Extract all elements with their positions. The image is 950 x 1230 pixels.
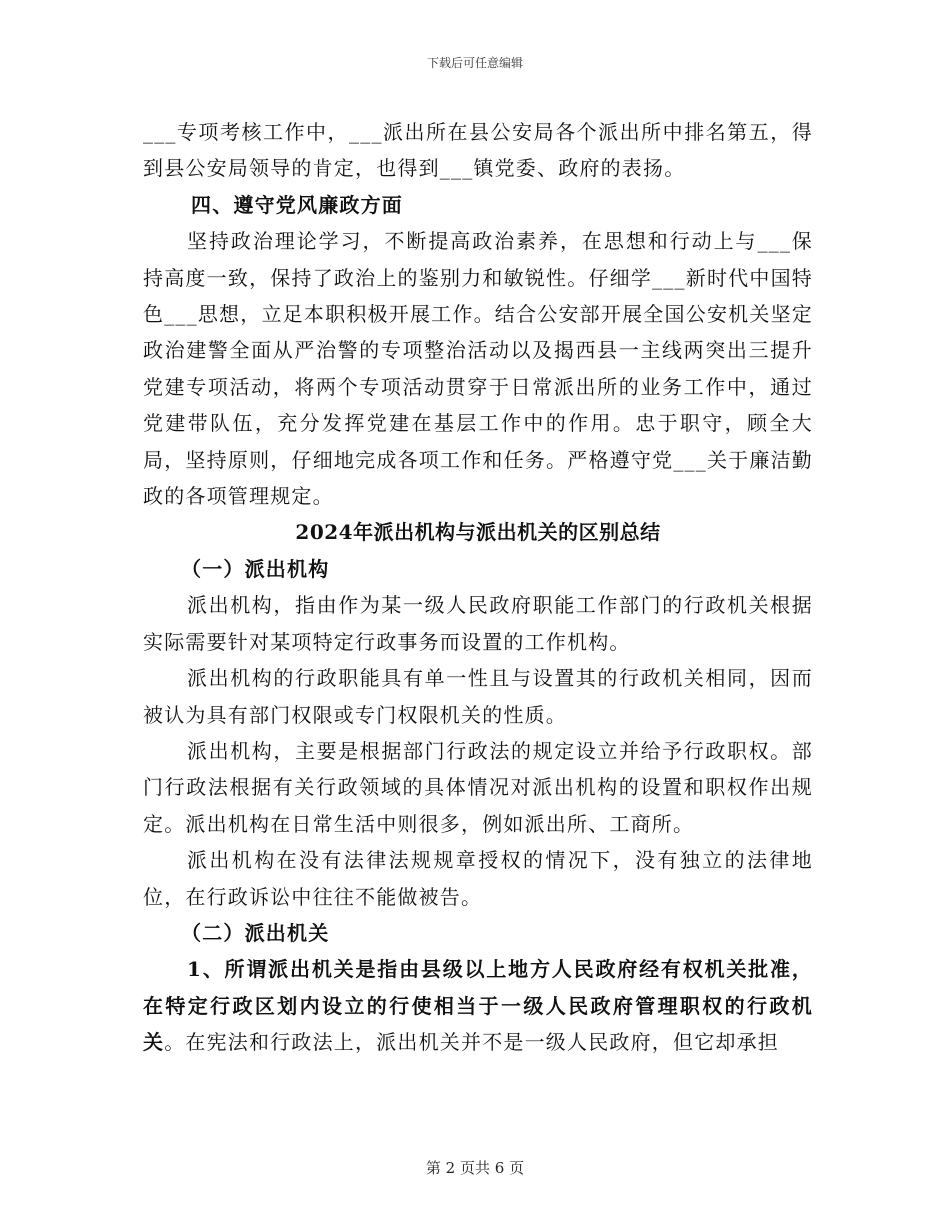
document-body [143,114,813,1061]
paragraph: 派出机构的行政职能具有单一性且与设置其的行政机关相同，因而被认为具有部门权限或专门权限机关的性质。 [143,666,813,727]
paragraph: 坚持政治理论学习，不断提高政治素养，在思想和行动上与___保持高度一致，保持了政治上的鉴别力和敏锐性。仔细学___新时代中国特色___思想，立足本职积极开展工作。结合公安部开展全国公安机关坚定政治建警全面从严治警的专项整治活动以及揭西县一主线两突出三提升党建专项活动，将两个专项活动贯穿于日常派出所的业务工作中，通过党建带队伍，充分发挥党建在基层工作中的作用。忠于职守，顾全大局，坚持原则，仔细地完成各项工作和任务。严格遵守党___关于廉洁勤政的各项管理规定。 [143,229,813,509]
paragraph: ___专项考核工作中，___派出所在县公安局各个派出所中排名第五，得到县公安局领导的肯定，也得到___镇党委、政府的表扬。 [143,120,813,181]
subsection-heading: （一）派出机构 [181,556,330,581]
section-heading: 四、遵守党风廉政方面 [191,192,403,217]
paragraph: 派出机构在没有法律法规规章授权的情况下，没有独立的法律地位，在行政诉讼中往往不能做被告。 [143,848,813,909]
paragraph-continuation: 。在宪法和行政法上，派出机关并不是一级人民政府，但它却承担 [164,1030,780,1055]
page-footer: 第 2 页共 6 页 [425,1159,525,1177]
paragraph: 派出机构，指由作为某一级人民政府职能工作部门的行政机关根据实际需要针对某项特定行政事务而设置的工作机构。 [143,593,813,654]
paragraph: 派出机构，主要是根据部门行政法的规定设立并给予行政职权。部门行政法根据有关行政领域的具体情况对派出机构的设置和职权作出规定。派出机构在日常生活中则很多，例如派出所、工商所。 [143,738,813,836]
subsection-heading: （二）派出机关 [181,920,330,945]
document-title: 2024年派出机构与派出机关的区别总结 [295,520,661,545]
paragraph [143,951,813,1060]
page-header: 下载后可任意编辑 [426,56,523,70]
bold-definition: 1、所谓派出机关是指由县级以上地方人民政府经有权机关批准，在特定行政区划内设立的行使相当于一级人民政府管理职权的行政机关 [143,957,813,1055]
